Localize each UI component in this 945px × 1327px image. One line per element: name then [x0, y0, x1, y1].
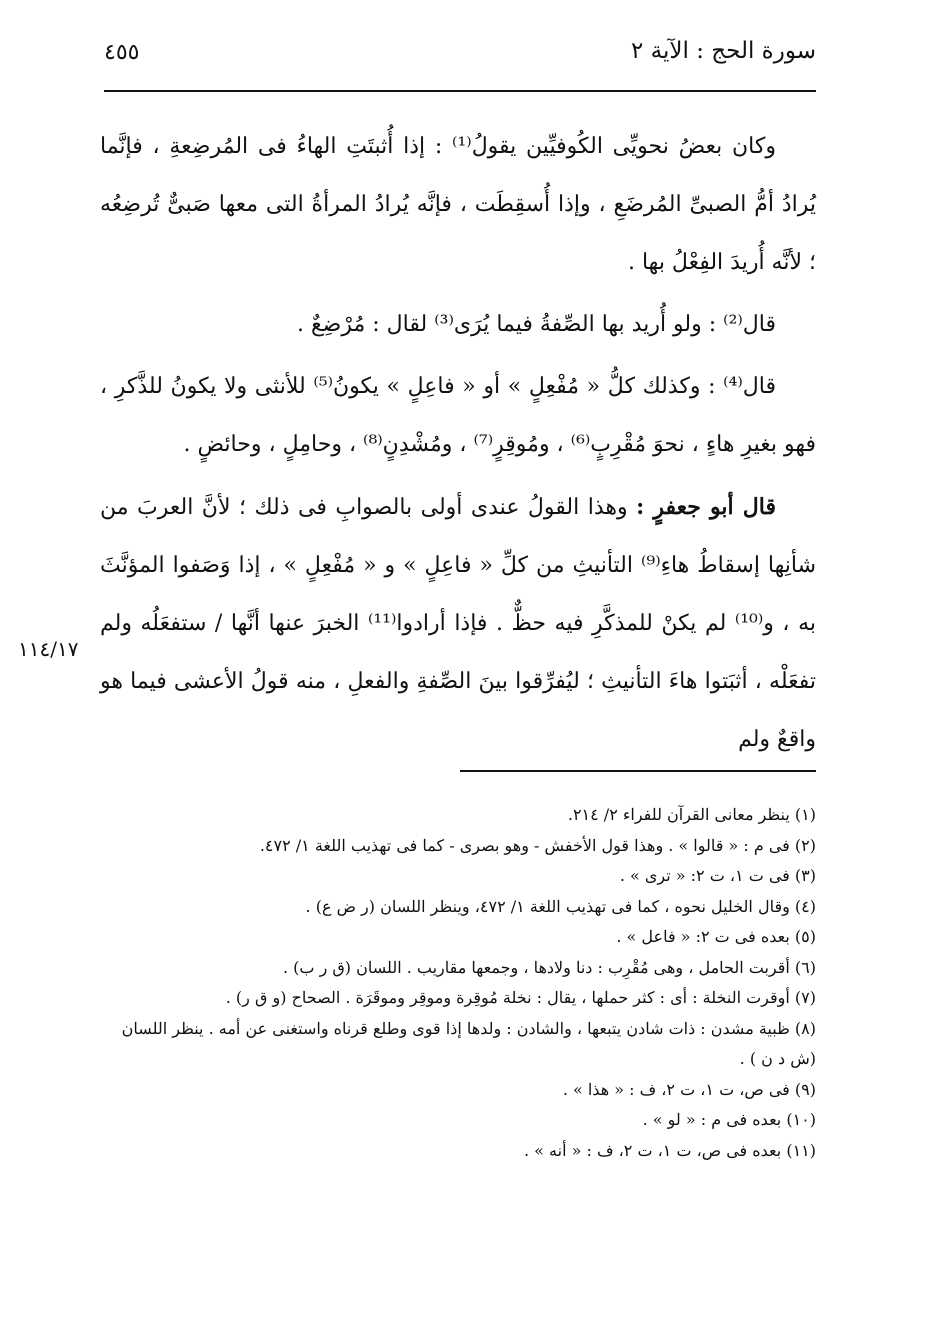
- paragraph-3: قال⁽⁴⁾ : وكذلك كلُّ « مُفْعِلٍ » أو « فاعِلٍ » يكونُ⁽⁵⁾ للأنثى ولا يكونُ للذَّكرِ ، فهو بغيرِ هاءٍ ، نحوَ مُقْرِبٍ⁽⁶⁾ ، ومُوقِرٍ⁽⁷⁾ ، ومُشْدِنٍ⁽⁸⁾ ، وحامِلٍ ، وحائضٍ .: [100, 374, 816, 457]
- footnote-3: (٣) فى ت ١، ت ٢: « ترى » .: [619, 866, 816, 885]
- footnote-8: (٨) ظبية مشدن : ذات شادن يتبعها ، والشادن : ولدها إذا قوى وطلع قرناه واستغنى عن أمه . ينظر اللسان (ش د ن ) .: [121, 1018, 816, 1068]
- footnotes: [100, 800, 816, 1166]
- paragraph-4-text: وهذا القولُ عندى أولى بالصوابِ فى ذلك ؛ لأنَّ العربَ من شأنِها إسقاطُ هاءِ⁽⁹⁾ التأنيثِ من كلِّ « فاعِلٍ » و « مُفْعِلٍ » ، إذا وَصَفوا المؤنَّثَ به ، و⁽¹⁰⁾ لم يكنْ للمذكَّرِ فيه حظٌّ . فإذا أرادوا⁽¹¹⁾ الخبرَ عنها أنَّها / ستفعَلُه ولم تفعَلْه ، أثبَتوا هاءَ التأنيثِ ؛ ليُفرِّقوا بينَ الصِّفةِ والفعلِ ، منه قولُ الأعشى فيما هو واقعٌ ولم: [100, 495, 817, 752]
- page-number: ٤٥٥: [104, 40, 140, 65]
- running-title: سورة الحج : الآية ٢: [631, 38, 816, 64]
- footnote-5: (٥) بعده فى ت ٢: « فاعل » .: [616, 927, 816, 946]
- footnote-rule: [460, 770, 816, 772]
- footnote-11: (١١) بعده فى ص، ت ١، ت ٢، ف : « أنه » .: [523, 1140, 816, 1160]
- footnote-2: (٢) فى م : « قالوا » . وهذا قول الأخفش - وهو بصرى - كما فى تهذيب اللغة ١/ ٤٧٢.: [259, 835, 816, 855]
- footnote-10: (١٠) بعده فى م : « لو » .: [642, 1110, 816, 1129]
- speaker-label: قال أبو جعفرٍ :: [636, 494, 776, 520]
- paragraph-4: [100, 478, 816, 769]
- footnote-1: (١) ينظر معانى القرآن للفراء ٢/ ٢١٤.: [567, 805, 816, 824]
- header-rule: [104, 90, 816, 92]
- footnote-4: (٤) وقال الخليل نحوه ، كما فى تهذيب اللغة ١/ ٤٧٢، وينظر اللسان (ر ض ع) .: [305, 896, 816, 916]
- page-header: [104, 34, 816, 86]
- footnote-9: (٩) فى ص، ت ١، ت ٢، ف : « هذا » .: [562, 1079, 816, 1099]
- footnote-6: (٦) أقربت الحامل ، وهى مُقْرِب : دنا ولادها ، وجمعها مقاريب . اللسان (ق ر ب) .: [283, 957, 816, 977]
- paragraph-1: وكان بعضُ نحويِّى الكُوفيِّين يقولُ⁽¹⁾ : إذا أُثبتَتِ الهاءُ فى المُرضِعةِ ، فإنَّما يُرادُ أمُّ الصبىِّ المُرضَعِ ، وإذا أُسقِطَت ، فإنَّه يُرادُ المرأةُ التى معها صَبىٌّ تُرضِعُه ؛ لأنَّه أُريدَ الفِعْلُ بها .: [100, 134, 816, 275]
- main-text: [100, 118, 816, 769]
- margin-reference: ١١٤/١٧: [18, 637, 79, 661]
- paragraph-2: قال⁽²⁾ : ولو أُريد بها الصِّفةُ فيما يُرَى⁽³⁾ لقال : مُرْضِعٌ .: [296, 312, 776, 337]
- footnote-7: (٧) أوقرت النخلة : أى : كثر حملها ، يقال : نخلة مُوقِرة وموقِر وموقَرَة . الصحاح (و ق ر) .: [225, 988, 816, 1007]
